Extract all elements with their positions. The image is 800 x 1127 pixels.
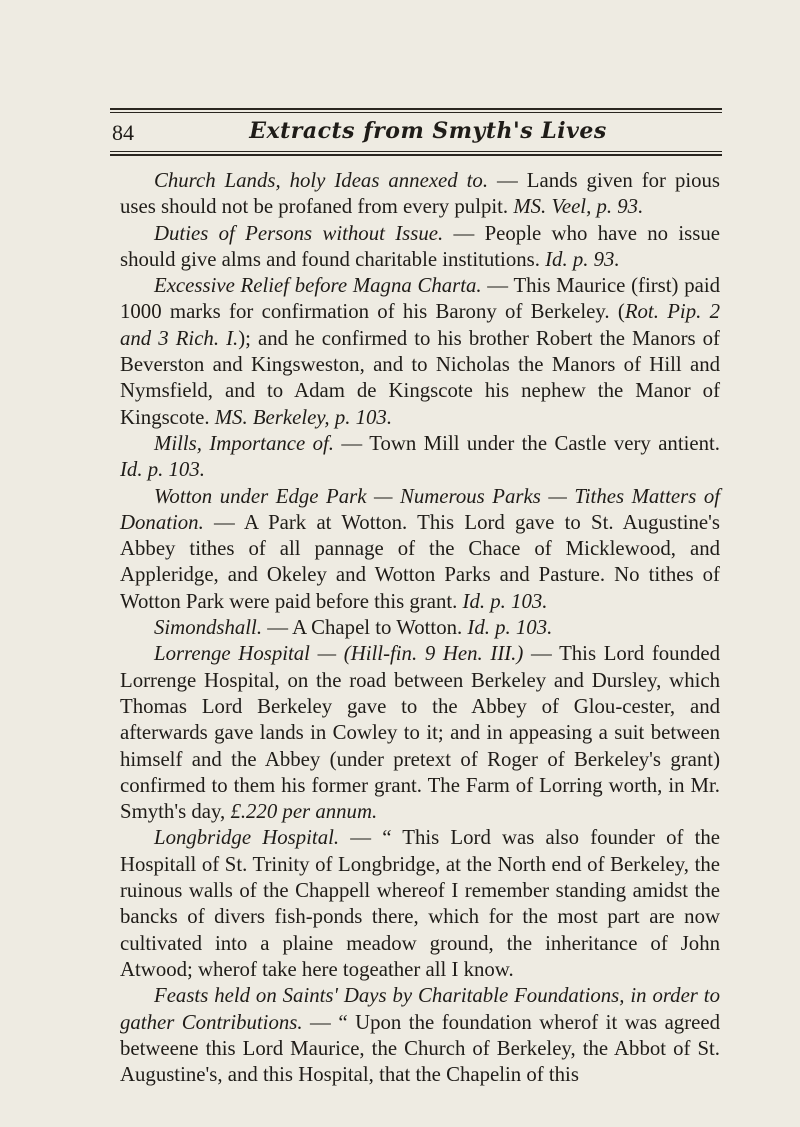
paragraph-heading: Duties of Persons without Issue.	[154, 221, 444, 245]
paragraph-text: — Town Mill under the Castle very antient.	[334, 431, 720, 455]
running-title: Extracts from Smyth's Lives	[249, 118, 607, 144]
paragraph	[120, 615, 720, 641]
body-text	[120, 168, 720, 1088]
citation: Id. p. 93.	[545, 247, 620, 271]
paragraph-text: — This Lord founded Lorrenge Hospital, on the road between Berkeley and Dursley, which Thomas Lord Berkeley gave to the Abbey of Glou-cester, and afterwards gave lands in Cowley to it; and in appeasing a suit between himself and the Abbey (under pretext of Roger of Berkeley's grant) confirmed to them his former grant. The Farm of Lorring worth, in Mr. Smyth's day,	[120, 642, 720, 824]
header-rule-bottom	[110, 154, 722, 156]
paragraph	[120, 168, 720, 221]
citation: Id. p. 103.	[462, 589, 548, 613]
page-number: 84	[112, 120, 134, 145]
citation: MS. Berkeley, p. 103.	[214, 405, 393, 429]
paragraph-heading: Church Lands, holy Ideas annexed to.	[154, 169, 489, 192]
paragraph-text: — Lands given for pious uses should not be profaned from every pulpit.	[120, 169, 721, 219]
paragraph-heading: Feasts held on Saints' Days by Charitable Foundations, in order to gather Contributions.	[120, 984, 720, 1034]
citation: Id. p. 103.	[120, 458, 205, 482]
paragraph-heading: Wotton under Edge Park — Numerous Parks — Tithes Matters of Donation.	[120, 484, 720, 534]
paragraph	[120, 641, 720, 825]
paragraph	[120, 983, 720, 1088]
paragraph-text: — A Park at Wotton. This Lord gave to St. Augustine's Abbey tithes of all pannage of the Chace of Micklewood, and Appleridge, and Okeley and Wotton Parks and Pasture. No tithes of Wotton Park were paid before this grant.	[120, 510, 720, 613]
paragraph-text: — People who have no issue should give alms and found charitable institutions.	[120, 221, 721, 271]
citation: MS. Veel, p. 93.	[513, 195, 644, 219]
header-rule-bottom-thin	[110, 151, 722, 152]
paragraph	[120, 431, 720, 484]
paragraph-heading: Longbridge Hospital.	[154, 826, 340, 850]
paragraph-text: — A Chapel to Wotton.	[262, 616, 468, 640]
paragraph-text: — “ This Lord was also founder of the Hospitall of St. Trinity of Longbridge, at the North end of Berkeley, the ruinous walls of the Chappell whereof I remember standing amidst the bancks of divers fish-ponds there, which for the most part are now cultivated into a plaine meadow ground, the inheritance of John Atwood; wherof take here togeather all I know.	[120, 826, 720, 981]
paragraph	[120, 273, 720, 431]
citation: Id. p. 103.	[467, 616, 553, 640]
paragraph-text-continued: ); and he confirmed to his brother Robert the Manors of Beverston and Kingsweston, and to Nicholas the Manors of Hill and Nymsfield, and to Adam de Kingscote his nephew the Manor of Kingscote.	[120, 326, 720, 429]
paragraph	[120, 484, 720, 615]
paragraph	[120, 221, 720, 274]
paragraph-heading: Excessive Relief before Magna Charta.	[154, 274, 482, 298]
header-rule-top-thin	[110, 112, 722, 113]
header-rule-top	[110, 108, 722, 110]
paragraph-heading: Mills, Importance of.	[154, 431, 334, 455]
paragraph-heading: Simondshall.	[154, 616, 263, 640]
paragraph	[120, 825, 720, 983]
citation: Rot. Pip. 2 and 3 Rich. I.	[120, 300, 720, 350]
citation: £.220 per annum.	[230, 800, 378, 824]
paragraph-heading: Lorrenge Hospital — (Hill-fin. 9 Hen. III.)	[154, 642, 524, 666]
paragraph-text: — “ Upon the foundation wherof it was agreed betweene this Lord Maurice, the Church of Berkeley, the Abbot of St. Augustine's, and this Hospital, that the Chapelin of this	[120, 1010, 720, 1087]
paragraph-text: — This Maurice (first) paid 1000 marks for confirmation of his Barony of Berkeley. (	[120, 274, 720, 324]
